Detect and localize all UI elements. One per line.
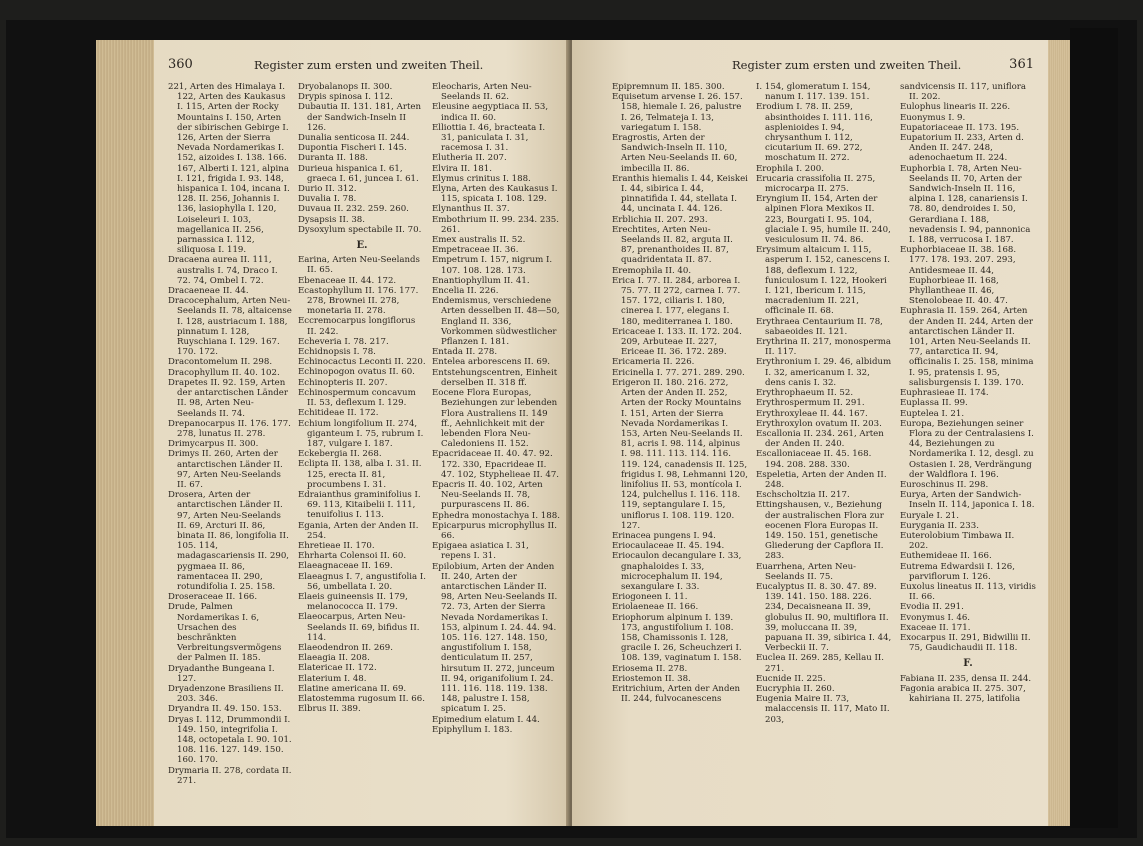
index-entry: Ericaceae I. 133. II. 172. 204. 209, Arbuteae II. 227, Ericeae II. 36. 172. 289. xyxy=(612,326,742,358)
index-entry: Erythrophaeum II. 52. xyxy=(756,388,854,399)
index-entry: Erythronium I. 29. 46, albidum I. 32, americanum I. 32, dens canis I. 32. xyxy=(756,357,892,388)
index-entry: Eutrema Edwardsii I. 126, parviflorum I. 126. xyxy=(900,561,1015,582)
index-entry: Emex australis II. 52. xyxy=(432,235,526,246)
index-entry: Epiphyllum I. 183. xyxy=(432,724,513,735)
index-entry: Durio II. 312. xyxy=(298,184,357,195)
left-page-number: 360 xyxy=(168,57,193,72)
index-entry: Euonymus I. 9. xyxy=(900,112,966,123)
index-entry: Epimedium elatum I. 44. xyxy=(432,714,540,725)
index-entry: Elatine americana II. 69. xyxy=(298,683,407,694)
index-entry: Euptelea I. 21. xyxy=(900,408,965,419)
index-entry: Duvaua II. 232. 259. 260. xyxy=(298,204,409,215)
index-entry: Erechtites, Arten Neu-Seelands II. 82, arguta II. 87, prenanthoides II. 87, quadridentata II. 87. xyxy=(612,224,733,266)
index-entry: Ecastophyllum II. 176. 177. 278, Brownei II. 278, monetaria II. 278. xyxy=(298,285,419,317)
right-column-3 xyxy=(900,82,1036,822)
index-entry: Dryas I. 112, Drummondii I. 149. 150, integrifolia I. 148, octopetala I. 90. 101. 108. 116. 127. 149. 150. 160. 170. xyxy=(168,714,292,766)
index-entry: Embothrium II. 99. 234. 235. 261. xyxy=(432,214,560,235)
index-entry: Euryale I. 21. xyxy=(900,510,959,521)
index-entry: Durieua hispanica I. 61, graeca I. 61, juncea I. 61. xyxy=(298,163,419,184)
index-entry: Elvira II. 181. xyxy=(432,163,492,174)
left-page-edges xyxy=(96,40,154,826)
index-entry: Echitideae II. 172. xyxy=(298,408,379,419)
index-entry: Dupontia Fischeri I. 145. xyxy=(298,143,407,154)
index-entry: Eritrichium, Arten der Anden II. 244, fulvocanescens xyxy=(612,683,741,705)
index-entry: Ericameria II. 226. xyxy=(612,357,695,368)
index-entry: Eschscholtzia II. 217. xyxy=(756,490,850,501)
index-entry: Ericinella I. 77. 271. 289. 290. xyxy=(612,367,745,378)
index-entry: Erythrospermum II. 291. xyxy=(756,398,865,409)
index-entry: Drimycarpus II. 300. xyxy=(168,439,259,450)
index-entry: Eleusine aegyptiaca II. 53, indica II. 60. xyxy=(432,102,549,123)
index-entry: Dracontomelum II. 298. xyxy=(168,357,273,368)
index-entry: Dracocephalum, Arten Neu-Seelands II. 78, altaicense I. 128, austriacum I. 188, pinnatum I. 128, Ruyschiana I. 129. 167. 170. 172. xyxy=(168,296,292,358)
index-entry: Drude, Palmen Nordamerikas I. 6, Ursachen des beschränkten Verbreitungsvermögens der Palmen II. 185. xyxy=(168,602,282,664)
index-entry: Echium longifolium II. 274, giganteum I. 75, rubrum I. 187, vulgare I. 187. xyxy=(298,418,424,449)
index-entry: Erythroxyleae II. 44. 167. xyxy=(756,408,868,419)
index-entry: Earina, Arten Neu-Seelands II. 65. xyxy=(298,255,420,276)
index-entry: Elynanthus II. 37. xyxy=(432,204,510,215)
index-entry: Egania, Arten der Anden II. 254. xyxy=(298,520,419,541)
index-entry: Encelia II. 226. xyxy=(432,286,499,297)
index-entry: Erica I. 77. II. 284, arborea I. 75. 77. II 272, carnea I. 77. 157. 172, ciliaris I. 180, cinerea I. 177, elegans I. 180, mediterranea I. 180. xyxy=(612,275,741,327)
index-entry: Erythroxylon ovatum II. 203. xyxy=(756,418,882,429)
index-entry: Erinacea pungens I. 94. xyxy=(612,530,716,541)
left-column-2 xyxy=(298,82,426,822)
index-entry: Epipremnum II. 185. 300. xyxy=(612,82,725,92)
index-entry: Epacridaceae II. 40. 47. 92. 172. 330, Epacrideae II. 47. 102, Styphelieae II. 47. xyxy=(432,449,560,480)
index-entry: Dracophyllum II. 40. 102. xyxy=(168,367,280,378)
right-column-2 xyxy=(756,82,892,822)
book-cover-edge xyxy=(1070,28,1118,828)
index-entry: Erythrina II. 217, monosperma II. 117. xyxy=(756,337,891,358)
index-entry: Elliottia I. 46, bracteata I. 31, paniculata I. 31, racemosa I. 31. xyxy=(432,122,546,154)
right-page xyxy=(572,40,1048,826)
index-entry: Elaterium I. 48. xyxy=(298,673,367,684)
index-entry: Dubautia II. 131. 181, Arten der Sandwich-Inseln II 126. xyxy=(298,102,422,133)
index-entry: Dracaeneae II. 44. xyxy=(168,286,249,297)
index-entry: Euplassa II. 99. xyxy=(900,398,968,409)
index-entry: Erythraea Centaurium II. 78, sabaeoides II. 121. xyxy=(756,316,883,337)
index-entry: Exaceae II. 171. xyxy=(900,622,971,633)
index-entry: Eupatorium II. 233, Arten d. Anden II. 247. 248, adenochaetum II. 224. xyxy=(900,133,1024,164)
index-entry: Euarrhena, Arten Neu-Seelands II. 75. xyxy=(756,561,857,582)
index-entry: Entstehungscentren, Einheit derselben II. 318 ff. xyxy=(432,367,558,388)
right-running-header: Register zum ersten und zweiten Theil. xyxy=(732,58,962,72)
left-page xyxy=(154,40,568,826)
index-entry: Entelea arborescens II. 69. xyxy=(432,357,551,368)
index-entry: Drepanocarpus II. 176. 177. 278, lunatus II. 278. xyxy=(168,418,291,439)
index-entry: Escallonia II. 234. 261, Arten der Anden II. 240. xyxy=(756,428,884,450)
index-entry: Eriocaulon decangulare I. 33, gnaphaloides I. 33, microcephalum II. 194, sexangulare I. 33. xyxy=(612,551,742,592)
index-entry: Ettingshausen, v., Beziehung der australischen Flora zur eocenen Flora Europas II. 149. 150. 151, genetische Gliederung der Capflora II. 283. xyxy=(756,500,884,562)
index-entry: Ehretieae II. 170. xyxy=(298,540,375,551)
index-entry: Ehrharta Colensoi II. 60. xyxy=(298,551,407,562)
index-entry: Euroschinus II. 298. xyxy=(900,479,989,490)
index-entry: Espeletia, Arten der Anden II. 248. xyxy=(756,469,887,490)
index-entry: Elbrus II. 389. xyxy=(298,704,361,715)
left-column-1 xyxy=(168,82,292,822)
index-entry: Erblichia II. 207. 293. xyxy=(612,214,708,225)
index-entry: Eucryphia II. 260. xyxy=(756,683,835,694)
index-entry: Elyna, Arten des Kaukasus I. 115, spicata I. 108. 129. xyxy=(432,184,558,205)
index-entry: Ephedra monostachya I. 188. xyxy=(432,510,560,521)
index-entry: Eriosema II. 278. xyxy=(612,663,688,674)
index-entry: Duranta II. 188. xyxy=(298,153,368,164)
index-entry: Enantiophyllum II. 41. xyxy=(432,275,530,286)
index-entry: Erysimum altaicum I. 115, asperum I. 152, canescens I. 188, deflexum I. 122, funiculosum I. 122, Hookeri I. 121, Ibericum I. 115, macradenium II. 221, officinale II. 68. xyxy=(756,245,891,317)
index-entry: Euphrasia II. 159. 264, Arten der Anden II. 244, Arten der antarctischen Länder II. 101, Arten Neu-Seelands II. 77, antarctica II. 94, officinalis I. 25. 158, minima I. 95, pratensis I. 95, salisburgensis I. 139. 170. xyxy=(900,306,1034,388)
index-entry: Elatericae II. 172. xyxy=(298,663,377,674)
left-running-header: Register zum ersten und zweiten Theil. xyxy=(254,58,484,72)
index-entry: Eccremocarpus longiflorus II. 242. xyxy=(298,316,416,337)
index-entry: Elaeocarpus, Arten Neu-Seelands II. 69, bifidus II. 114. xyxy=(298,612,420,643)
index-entry: Erodium I. 78. II. 259, absinthoides I. 111. 116, asplenioides I. 94, chrysanthum I. 112, cicutarium II. 69. 272, moschatum II. 272. xyxy=(756,102,873,164)
index-entry: Europa, Beziehungen seiner Flora zu der Centralasiens I. 44, Beziehungen zu Nordamerika I. 12, desgl. zu Ostasien I. 28, Verdrängung der Waldflora I. 196. xyxy=(900,418,1034,480)
index-entry: 221, Arten des Himalaya I. 122, Arten des Kaukasus I. 115, Arten der Rocky Mountains I. 150, Arten der sibirischen Gebirge I. 126, Arten der Sierra Nevada Nordamerikas I. 152, aizoides I. 138. 166. 167, Alberti I. 121, alpina I. 121, frigida I. 93. 148, hispanica I. 104, incana I. 128. II. 256, Johannis I. 136, lasiophylla I. 120, Loiseleuri I. 103, magellanica II. 256, parnassica I. 112, siliquosa I. 119. xyxy=(168,82,290,256)
index-entry: Dysoxylum spectabile II. 70. xyxy=(298,224,422,235)
index-entry: Dryadenzone Brasiliens II. 203. 346. xyxy=(168,683,284,705)
index-entry: Elaeodendron II. 269. xyxy=(298,642,393,653)
index-entry: Elaeagnus I. 7, angustifolia I. 56, umbellata I. 20. xyxy=(298,571,426,592)
index-entry: Eragrostis, Arten der Sandwich-Inseln II. 110, Arten Neu-Seelands II. 60, imbecilla II. 86. xyxy=(612,133,738,174)
index-entry: Echinospermum concavum II. 53, deflexum I. 129. xyxy=(298,387,416,409)
index-entry: Euxolus lineatus II. 113, viridis II. 66. xyxy=(900,581,1036,603)
index-entry: Eurygania II. 233. xyxy=(900,520,979,531)
index-section-letter: E. xyxy=(356,240,368,252)
index-entry: Echinopogon ovatus II. 60. xyxy=(298,367,415,378)
index-entry: Fagonia arabica II. 275. 307, kahiriana II. 275, latifolia xyxy=(900,683,1026,704)
index-entry: Escalloniaceae II. 45. 168. 194. 208. 288. 330. xyxy=(756,449,872,470)
index-entry: Elatostemma rugosum II. 66. xyxy=(298,693,425,704)
index-entry: Eclipta II. 138, alba I. 31. II. 125, erecta II. 81, procumbens I. 31. xyxy=(298,459,422,490)
index-entry: Epacris II. 40. 102, Arten Neu-Seelands II. 78, purpurascens II. 86. xyxy=(432,479,543,511)
index-entry: Dysapsis II. 38. xyxy=(298,214,366,225)
index-entry: Euphorbiaceae II. 38. 168. 177. 178. 193. 207. 293, Antidesmeae II. 44, Euphorbieae II. 168, Phyllantheae II. 46, Stenolobeae II. 40. 47. xyxy=(900,245,1017,307)
index-entry: Eurya, Arten der Sandwich-Inseln II. 114, japonica I. 18. xyxy=(900,490,1035,511)
index-entry: Endemismus, verschiedene Arten desselben II. 48—50, England II. 336, Vorkommen südwestlicher Pflanzen I. 181. xyxy=(432,296,560,348)
right-page-number: 361 xyxy=(1009,57,1034,72)
index-entry: Elaeagnaceae II. 169. xyxy=(298,561,393,572)
index-entry: Eleocharis, Arten Neu-Seelands II. 62. xyxy=(432,82,532,103)
index-entry: Erophila I. 200. xyxy=(756,163,824,174)
index-entry: Equisetum arvense I. 26. 157. 158, hiemale I. 26, palustre I. 26, Telmateja I. 13, variegatum I. 158. xyxy=(612,92,743,133)
index-entry: Drymaria II. 278, cordata II. 271. xyxy=(168,765,292,786)
index-entry: Empetraceae II. 36. xyxy=(432,245,519,256)
index-entry: Drypis spinosa I. 112. xyxy=(298,92,393,103)
index-entry: Eremophila II. 40. xyxy=(612,265,692,276)
index-entry: Drosera, Arten der antarctischen Länder II. 97, Arten Neu-Seelands II. 69, Arcturi II. 86, binata II. 86, longifolia II. 105. 114, madagascariensis II. 290, pygmaea II. 86, ramentacea II. 290, rotundifolia I. 25. 158. xyxy=(168,490,290,592)
index-entry: Euclea II. 269. 285, Kellau II. 271. xyxy=(756,653,884,674)
index-entry: Eupatoriaceae II. 173. 195. xyxy=(900,122,1020,133)
index-entry: Fabiana II. 235, densa II. 244. xyxy=(900,673,1032,684)
index-entry: I. 154, glomeratum I. 154, nanum I. 117. 139. 151. xyxy=(756,82,871,103)
index-entry: Evonymus I. 46. xyxy=(900,612,971,623)
index-entry: Echidnopsis I. 78. xyxy=(298,347,376,358)
index-entry: Eriocaulaceae II. 45. 194. xyxy=(612,541,725,552)
index-entry: Euphorbia I. 78, Arten Neu-Seelands II. 70, Arten der Sandwich-Inseln II. 116, alpina I. 128, canariensis I. 78. 80, dendroides I. 50, Gerardiana I. 188, nevadensis I. 94, pannonica I. 188, verrucosa I. 187. xyxy=(900,163,1031,246)
index-entry: Eriogoneen I. 11. xyxy=(612,592,688,603)
index-entry: Elymus crinitus I. 188. xyxy=(432,173,531,184)
index-entry: Dunalia senticosa II. 244. xyxy=(298,133,410,144)
index-entry: Dracaena aurea II. 111, australis I. 74, Draco I. 72. 74, Ombel I. 72. xyxy=(168,255,278,286)
index-entry: Eryngium II. 154, Arten der alpinen Flora Mexikos II. 223, Bourgati I. 95. 104, glaciale I. 95, humile II. 240, vesiculosum II. 74. 86. xyxy=(756,194,891,246)
index-entry: Elaeagia II. 208. xyxy=(298,653,370,664)
index-entry: Echinopteris II. 207. xyxy=(298,377,388,388)
index-entry: Duvalia I. 78. xyxy=(298,194,357,205)
index-entry: Eucalyptus II. 8. 30. 47. 89. 139. 141. 150. 188. 226. 234, Decaisneana II. 39, globulus II. 90, multiflora II. 39, moluccana II. 39, papuana II. 39, sibirica I. 44, Verbeckii II. 7. xyxy=(756,581,892,654)
index-entry: Droseraceae II. 166. xyxy=(168,592,258,603)
index-entry: sandvicensis II. 117, uniflora II. 202. xyxy=(900,82,1026,103)
index-entry: Eulophus linearis II. 226. xyxy=(900,102,1011,113)
index-entry: Entada II. 278. xyxy=(432,347,498,358)
index-entry: Epilobium, Arten der Anden II. 240, Arten der antarctischen Länder II. 98, Arten Neu-Seelands II. 72. 73, Arten der Sierra Nevada Nordamerikas I. 153, alpinum I. 24. 44. 94. 105. 116. 127. 148. 150, angustifolium I. 158, denticulatum II. 257, hirsutum II. 272, junceum II. 94, origanifolium I. 24. 111. 116. 118. 119. 138. 148, palustre I. 158, spicatum I. 25. xyxy=(432,561,558,715)
index-entry: Drapetes II. 92. 159, Arten der antarctischen Länder II. 98, Arten Neu-Seelands II. 74. xyxy=(168,377,288,419)
index-entry: Eucnide II. 225. xyxy=(756,673,826,684)
index-entry: Echinocactus Leconti II. 220. xyxy=(298,357,426,368)
index-entry: Dryadanthe Bungeana I. 127. xyxy=(168,663,275,684)
index-entry: Elaeis guineensis II. 179, melanococca II. 179. xyxy=(298,591,408,613)
index-entry: Eriophorum alpinum I. 139. 173, angustifolium I. 108. 158, Chamissonis I. 128, gracile I. 26, Scheuchzeri I. 108. 139, vaginatum I. 158. xyxy=(612,612,742,664)
index-entry: Euterolobium Timbawa II. 202. xyxy=(900,530,1015,552)
left-column-3 xyxy=(432,82,560,822)
index-entry: Edraianthus graminifolius I. 69. 113, Kitaibelii I. 111, tenuifolius I. 113. xyxy=(298,489,421,521)
index-entry: Euphrasieae II. 174. xyxy=(900,388,989,399)
index-entry: Drimys II. 260, Arten der antarctischen Länder II. 97, Arten Neu-Seelands II. 67. xyxy=(168,449,283,490)
index-entry: Euthemideae II. 166. xyxy=(900,551,992,562)
index-entry: Elutheria II. 207. xyxy=(432,153,507,164)
index-entry: Eugenia Maire II. 73, malaccensis II. 117, Mato II. 203, xyxy=(756,694,890,725)
index-entry: Ebenaceae II. 44. 172. xyxy=(298,275,397,286)
right-column-1 xyxy=(612,82,748,822)
index-entry: Erigeron II. 180. 216. 272, Arten der Anden II. 252, Arten der Rocky Mountains I. 151, Arten der Sierra Nevada Nordamerikas I. 153, Arten Neu-Seelands II. 81, acris I. 98. 114, alpinus I. 98. 111. 113. 114. 116. 119. 124, canadensis II. 125, frigidus I. 98, Lehmanni 120, linifolius II. 53, montícola I. 124, pulchellus I. 116. 118. 119, septangulare I. 15, uniflorus I. 108. 119. 120. 127. xyxy=(612,377,748,531)
index-entry: Empetrum I. 157, nigrum I. 107. 108. 128. 173. xyxy=(432,255,553,276)
right-page-edges xyxy=(1048,40,1070,826)
index-entry: Eranthis hiemalis I. 44, Keiskei I. 44, sibirica I. 44, pinnatifida I. 44, stellata I. 44, uncinata I. 44. 126. xyxy=(612,173,748,215)
index-entry: Eriostemon II. 38. xyxy=(612,673,691,684)
index-entry: Eocene Flora Europas, Beziehungen zur lebenden Flora Australiens II. 149 ff., Aehnlichkeit mit der lebenden Flora Neu-Caledoniens II. 152. xyxy=(432,388,558,450)
index-entry: Dryandra II. 49. 150. 153. xyxy=(168,704,282,715)
index-entry: Erucaria crassifolia II. 275, microcarpa II. 275. xyxy=(756,173,876,195)
index-entry: Epigaea asiatica I. 31, repens I. 31. xyxy=(432,541,529,562)
index-entry: Eckebergia II. 268. xyxy=(298,449,382,460)
index-entry: Exocarpus II. 291, Bidwillii II. 75, Gaudichaudii II. 118. xyxy=(900,632,1031,654)
index-entry: Epicarpurus microphyllus II. 66. xyxy=(432,520,557,541)
index-entry: Echeveria I. 78. 217. xyxy=(298,336,389,347)
index-entry: Evodia II. 291. xyxy=(900,602,964,613)
index-entry: Dryobalanops II. 300. xyxy=(298,82,393,92)
index-section-letter: F. xyxy=(963,658,973,670)
index-entry: Eriolaeneae II. 166. xyxy=(612,602,699,613)
